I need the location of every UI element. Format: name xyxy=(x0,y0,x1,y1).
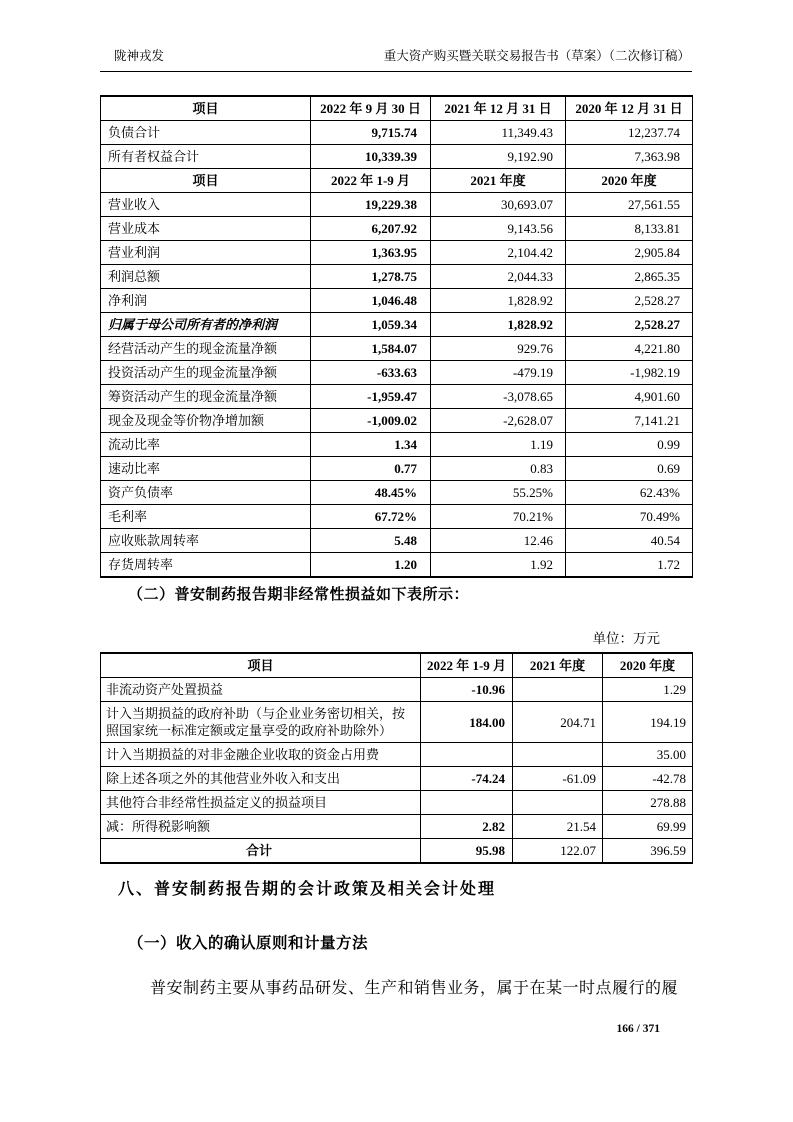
financial-summary-table-body xyxy=(101,96,693,577)
value-cell: -61.09 xyxy=(513,767,603,791)
value-cell: -2,628.07 xyxy=(431,409,566,433)
row-label-cell: 所有者权益合计 xyxy=(101,145,311,169)
value-cell: 30,693.07 xyxy=(431,193,566,217)
row-label-cell: 项目 xyxy=(101,96,311,121)
value-cell: 929.76 xyxy=(431,337,566,361)
value-cell: 21.54 xyxy=(513,815,603,839)
table-row xyxy=(101,505,693,529)
value-cell xyxy=(513,743,603,767)
value-cell: 0.99 xyxy=(566,433,693,457)
value-cell: 1,828.92 xyxy=(431,289,566,313)
table-row xyxy=(101,361,693,385)
value-cell: 2020 年 12 月 31 日 xyxy=(566,96,693,121)
value-cell: 2,044.33 xyxy=(431,265,566,289)
row-label-cell: 筹资活动产生的现金流量净额 xyxy=(101,385,311,409)
value-cell: 1,278.75 xyxy=(311,265,431,289)
value-cell: 278.88 xyxy=(603,791,693,815)
value-cell: 40.54 xyxy=(566,529,693,553)
value-cell: 7,141.21 xyxy=(566,409,693,433)
value-cell: 2021 年 12 月 31 日 xyxy=(431,96,566,121)
value-cell: 2022 年 1-9 月 xyxy=(311,169,431,193)
table-header-row xyxy=(101,169,693,193)
value-cell: 11,349.43 xyxy=(431,121,566,145)
table-row xyxy=(101,433,693,457)
value-cell: 122.07 xyxy=(513,839,603,864)
value-cell: 62.43% xyxy=(566,481,693,505)
table-row xyxy=(101,217,693,241)
company-name: 陇神戎发 xyxy=(114,49,165,63)
value-cell: 48.45% xyxy=(311,481,431,505)
value-cell: 55.25% xyxy=(431,481,566,505)
row-label-cell: 非流动资产处置损益 xyxy=(101,678,421,702)
row-label-cell: 其他符合非经常性损益定义的损益项目 xyxy=(101,791,421,815)
table-row xyxy=(101,743,693,767)
table-row xyxy=(101,193,693,217)
value-cell: -10.96 xyxy=(421,678,513,702)
nonrecurring-items-table-body xyxy=(101,653,693,863)
row-label-cell: 归属于母公司所有者的净利润 xyxy=(101,313,311,337)
value-cell: 35.00 xyxy=(603,743,693,767)
row-label-cell: 项目 xyxy=(101,653,421,678)
value-cell: 70.49% xyxy=(566,505,693,529)
row-label-cell: 负债合计 xyxy=(101,121,311,145)
value-cell: -1,959.47 xyxy=(311,385,431,409)
table-row xyxy=(101,839,693,864)
value-cell: 1.19 xyxy=(431,433,566,457)
financial-summary-table xyxy=(100,95,693,578)
value-cell: 1.92 xyxy=(431,553,566,578)
row-label-cell: 营业利润 xyxy=(101,241,311,265)
table-row xyxy=(101,313,693,337)
value-cell: 396.59 xyxy=(603,839,693,864)
table-row xyxy=(101,145,693,169)
value-cell: 1.20 xyxy=(311,553,431,578)
value-cell: 0.77 xyxy=(311,457,431,481)
row-label-cell: 计入当期损益的对非金融企业收取的资金占用费 xyxy=(101,743,421,767)
table-row xyxy=(101,791,693,815)
table-row xyxy=(101,337,693,361)
report-title: 重大资产购买暨关联交易报告书（草案）（二次修订稿） xyxy=(383,49,690,63)
section-heading-nonrecurring-items: （二）普安制药报告期非经常性损益如下表所示： xyxy=(128,586,470,603)
value-cell: 4,221.80 xyxy=(566,337,693,361)
value-cell: 1.29 xyxy=(603,678,693,702)
value-cell: 194.19 xyxy=(603,702,693,743)
table-row xyxy=(101,553,693,578)
value-cell: 7,363.98 xyxy=(566,145,693,169)
row-label-cell: 资产负债率 xyxy=(101,481,311,505)
row-label-cell: 合计 xyxy=(101,839,421,864)
page-header xyxy=(100,46,692,72)
value-cell: 204.71 xyxy=(513,702,603,743)
value-cell: 9,715.74 xyxy=(311,121,431,145)
row-label-cell: 减：所得税影响额 xyxy=(101,815,421,839)
table-row xyxy=(101,385,693,409)
value-cell: -1,982.19 xyxy=(566,361,693,385)
subsection-heading-revenue-recognition: （一）收入的确认原则和计量方法 xyxy=(128,935,369,952)
value-cell: -42.78 xyxy=(603,767,693,791)
value-cell: 2,528.27 xyxy=(566,313,693,337)
value-cell: 1,059.34 xyxy=(311,313,431,337)
value-cell: 5.48 xyxy=(311,529,431,553)
value-cell: -1,009.02 xyxy=(311,409,431,433)
value-cell: 8,133.81 xyxy=(566,217,693,241)
value-cell: 2021 年度 xyxy=(431,169,566,193)
value-cell: 2022 年 1-9 月 xyxy=(421,653,513,678)
row-label-cell: 计入当期损益的政府补助（与企业业务密切相关，按照国家统一标准定额或定量享受的政府补助除外） xyxy=(101,702,421,743)
value-cell: 2,905.84 xyxy=(566,241,693,265)
value-cell: 9,192.90 xyxy=(431,145,566,169)
value-cell: 2,528.27 xyxy=(566,289,693,313)
table-row xyxy=(101,121,693,145)
row-label-cell: 营业成本 xyxy=(101,217,311,241)
value-cell: 6,207.92 xyxy=(311,217,431,241)
row-label-cell: 营业收入 xyxy=(101,193,311,217)
value-cell: -74.24 xyxy=(421,767,513,791)
value-cell: 1,363.95 xyxy=(311,241,431,265)
chapter-heading-accounting-policies: 八、普安制药报告期的会计政策及相关会计处理 xyxy=(118,881,497,898)
table-row xyxy=(101,241,693,265)
row-label-cell: 经营活动产生的现金流量净额 xyxy=(101,337,311,361)
value-cell: -633.63 xyxy=(311,361,431,385)
value-cell: 2022 年 9 月 30 日 xyxy=(311,96,431,121)
table-row xyxy=(101,815,693,839)
table-row xyxy=(101,702,693,743)
value-cell xyxy=(421,791,513,815)
row-label-cell: 应收账款周转率 xyxy=(101,529,311,553)
unit-note: 单位：万元 xyxy=(592,631,660,646)
nonrecurring-items-table xyxy=(100,652,693,864)
table-row xyxy=(101,481,693,505)
value-cell xyxy=(513,791,603,815)
value-cell: 1,046.48 xyxy=(311,289,431,313)
value-cell: 95.98 xyxy=(421,839,513,864)
value-cell: 12,237.74 xyxy=(566,121,693,145)
row-label-cell: 除上述各项之外的其他营业外收入和支出 xyxy=(101,767,421,791)
table-row xyxy=(101,767,693,791)
value-cell: 2,865.35 xyxy=(566,265,693,289)
value-cell: 1,584.07 xyxy=(311,337,431,361)
row-label-cell: 流动比率 xyxy=(101,433,311,457)
table-row xyxy=(101,529,693,553)
body-paragraph: 普安制药主要从事药品研发、生产和销售业务，属于在某一时点履行的履 xyxy=(150,980,679,997)
row-label-cell: 存货周转率 xyxy=(101,553,311,578)
row-label-cell: 毛利率 xyxy=(101,505,311,529)
value-cell: 2,104.42 xyxy=(431,241,566,265)
table-row xyxy=(101,457,693,481)
value-cell: 4,901.60 xyxy=(566,385,693,409)
value-cell: 10,339.39 xyxy=(311,145,431,169)
value-cell: 1,828.92 xyxy=(431,313,566,337)
value-cell: 1.72 xyxy=(566,553,693,578)
value-cell xyxy=(513,678,603,702)
row-label-cell: 投资活动产生的现金流量净额 xyxy=(101,361,311,385)
value-cell: 2020 年度 xyxy=(566,169,693,193)
value-cell: 0.69 xyxy=(566,457,693,481)
value-cell: 19,229.38 xyxy=(311,193,431,217)
value-cell: 2021 年度 xyxy=(513,653,603,678)
table-row xyxy=(101,265,693,289)
table-row xyxy=(101,409,693,433)
value-cell: 70.21% xyxy=(431,505,566,529)
row-label-cell: 利润总额 xyxy=(101,265,311,289)
row-label-cell: 速动比率 xyxy=(101,457,311,481)
row-label-cell: 项目 xyxy=(101,169,311,193)
table-row xyxy=(101,678,693,702)
value-cell: 12.46 xyxy=(431,529,566,553)
row-label-cell: 净利润 xyxy=(101,289,311,313)
value-cell: 2020 年度 xyxy=(603,653,693,678)
table-header-row xyxy=(101,653,693,678)
value-cell: -3,078.65 xyxy=(431,385,566,409)
table-row xyxy=(101,289,693,313)
row-label-cell: 现金及现金等价物净增加额 xyxy=(101,409,311,433)
value-cell: -479.19 xyxy=(431,361,566,385)
table-header-row xyxy=(101,96,693,121)
value-cell xyxy=(421,743,513,767)
value-cell: 184.00 xyxy=(421,702,513,743)
value-cell: 9,143.56 xyxy=(431,217,566,241)
value-cell: 27,561.55 xyxy=(566,193,693,217)
page-number: 166 / 371 xyxy=(616,1023,660,1035)
value-cell: 69.99 xyxy=(603,815,693,839)
value-cell: 2.82 xyxy=(421,815,513,839)
value-cell: 1.34 xyxy=(311,433,431,457)
value-cell: 0.83 xyxy=(431,457,566,481)
value-cell: 67.72% xyxy=(311,505,431,529)
